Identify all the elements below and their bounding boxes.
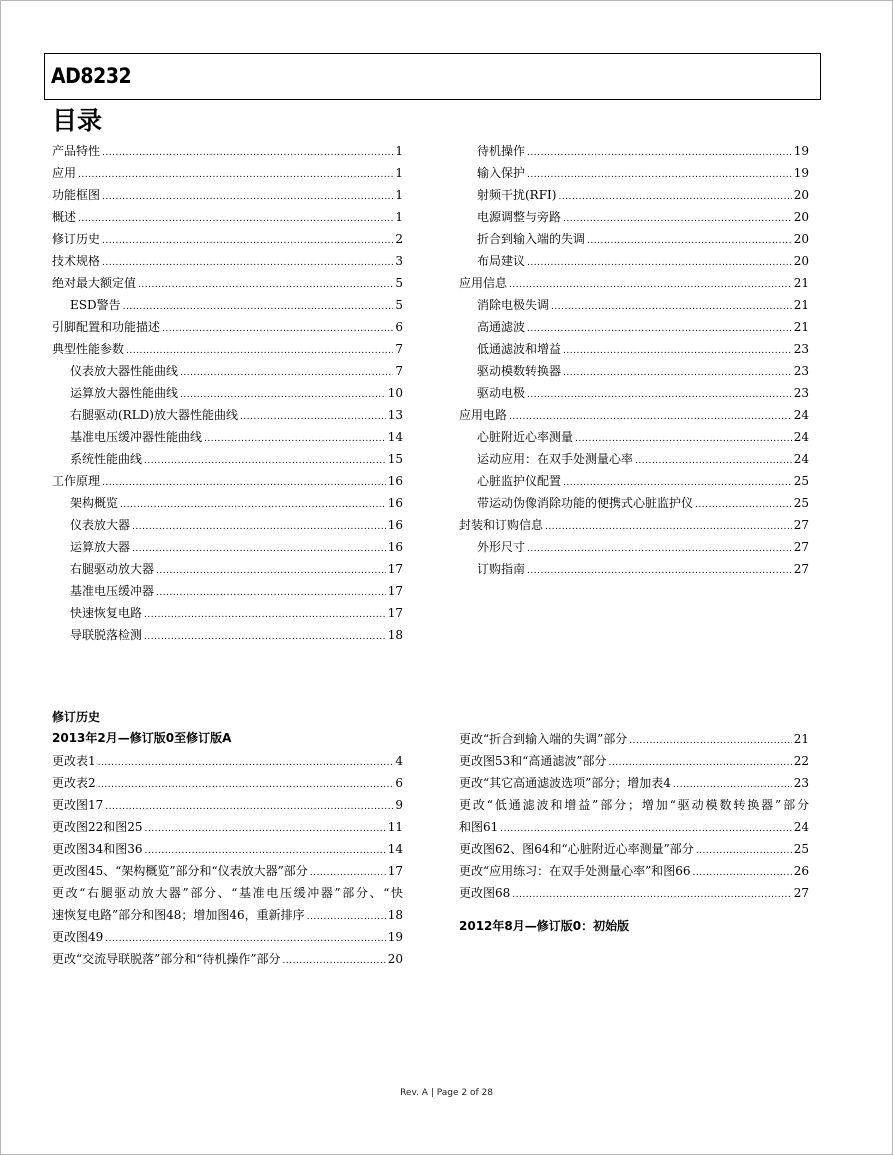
- page-number: 25: [793, 496, 809, 510]
- dot-leader: [78, 208, 393, 230]
- toc-entry[interactable]: [459, 558, 809, 580]
- revision-entry[interactable]: [459, 772, 809, 794]
- revision-entry[interactable]: [52, 750, 403, 772]
- page-number: 27: [793, 562, 809, 576]
- dot-leader: [105, 796, 393, 818]
- toc-entry[interactable]: [459, 404, 809, 426]
- revision-entry[interactable]: [459, 882, 809, 904]
- entry-title: 右腿驱动(RLD)放大器性能曲线: [70, 408, 238, 422]
- toc-entry[interactable]: [52, 316, 403, 338]
- entry-title: 更改图49: [52, 930, 104, 944]
- document-title: AD8232: [51, 64, 132, 88]
- toc-entry[interactable]: [52, 558, 403, 580]
- dot-leader: [527, 142, 792, 164]
- dot-leader: [500, 818, 791, 840]
- entry-title: 低通滤波和增益: [477, 342, 562, 356]
- page-number: 19: [793, 166, 809, 180]
- entry-title: 更改表2: [52, 776, 96, 790]
- page-number: 4: [395, 754, 403, 768]
- revision-entry[interactable]: [52, 838, 403, 860]
- revision-entry[interactable]: [52, 882, 403, 904]
- page-number: 14: [387, 430, 403, 444]
- toc-entry[interactable]: [459, 338, 809, 360]
- toc-right-column: [459, 140, 809, 580]
- dot-leader: [527, 384, 792, 406]
- revision-entry[interactable]: [52, 926, 403, 948]
- toc-entry[interactable]: [52, 140, 403, 162]
- dot-leader: [587, 230, 792, 252]
- page-number: 20: [793, 232, 809, 246]
- entry-title: 外形尺寸: [477, 540, 526, 554]
- entry-title: 输入保护: [477, 166, 526, 180]
- entry-title: 高通滤波: [477, 320, 526, 334]
- dot-leader: [144, 626, 386, 648]
- dot-leader: [120, 494, 386, 516]
- revision-0-heading: 2012年8月—修订版0：初始版: [459, 919, 630, 933]
- toc-entry[interactable]: [459, 228, 809, 250]
- page-number: 21: [793, 732, 809, 746]
- entry-title: 引脚配置和功能描述: [52, 320, 161, 334]
- page-number: 17: [387, 606, 403, 620]
- dot-leader: [527, 538, 792, 560]
- entry-title: 心脏附近心率测量: [477, 430, 574, 444]
- entry-title: 运算放大器性能曲线: [70, 386, 179, 400]
- page-number: 16: [387, 496, 403, 510]
- toc-entry[interactable]: [459, 162, 809, 184]
- page-number: 27: [793, 518, 809, 532]
- page-number: 17: [387, 562, 403, 576]
- page-number: 1: [395, 210, 403, 224]
- toc-entry[interactable]: [52, 162, 403, 184]
- page-number: 23: [793, 386, 809, 400]
- page-number: 23: [793, 342, 809, 356]
- toc-entry[interactable]: [52, 360, 403, 382]
- toc-entry[interactable]: [459, 470, 809, 492]
- page-number: 26: [793, 864, 809, 878]
- dot-leader: [102, 472, 386, 494]
- entry-title: 更改“其它高通滤波选项”部分；增加表4: [459, 776, 671, 790]
- dot-leader: [132, 538, 386, 560]
- entry-title: 绝对最大额定值: [52, 276, 137, 290]
- page-footer: Rev. A | Page 2 of 28: [400, 1088, 493, 1098]
- dot-leader: [283, 950, 386, 972]
- entry-title: 更改“应用练习：在双手处测量心率”和图66: [459, 864, 691, 878]
- entry-title: 应用电路: [459, 408, 508, 422]
- entry-title: 更改图17: [52, 798, 104, 812]
- revision-entry[interactable]: [459, 728, 809, 750]
- dot-leader: [512, 884, 791, 906]
- page-number: 23: [793, 776, 809, 790]
- dot-leader: [126, 340, 393, 362]
- toc-entry[interactable]: [459, 426, 809, 448]
- entry-title: 封装和订购信息: [459, 518, 544, 532]
- toc-entry[interactable]: [52, 602, 403, 624]
- dot-leader: [558, 186, 791, 208]
- page-number: 21: [793, 298, 809, 312]
- revision-entry[interactable]: [459, 838, 809, 860]
- revision-entry[interactable]: [52, 948, 403, 970]
- toc-heading: 目录: [52, 106, 103, 135]
- entry-title: 速恢复电路”部分和图48；增加图46，重新排序: [52, 908, 305, 922]
- dot-leader: [563, 208, 792, 230]
- dot-leader: [180, 384, 386, 406]
- dot-leader: [98, 752, 394, 774]
- entry-title: 折合到输入端的失调: [477, 232, 586, 246]
- page-number: 20: [793, 210, 809, 224]
- entry-title: 仪表放大器性能曲线: [70, 364, 179, 378]
- entry-title: 更改“右腿驱动放大器”部分、“基准电压缓冲器”部分、“快: [52, 886, 403, 900]
- dot-leader: [105, 928, 385, 950]
- entry-title: 仪表放大器: [70, 518, 131, 532]
- toc-entry[interactable]: [52, 382, 403, 404]
- dot-leader: [132, 516, 386, 538]
- toc-entry[interactable]: [459, 514, 809, 536]
- dot-leader: [609, 752, 792, 774]
- dot-leader: [527, 252, 792, 274]
- page-number: 20: [793, 188, 809, 202]
- entry-title: 更改表1: [52, 754, 96, 768]
- entry-title: 更改图68: [459, 886, 511, 900]
- entry-title: 基准电压缓冲器性能曲线: [70, 430, 203, 444]
- entry-title: 系统性能曲线: [70, 452, 143, 466]
- toc-entry[interactable]: [459, 206, 809, 228]
- dot-leader: [123, 296, 394, 318]
- entry-title: 应用: [52, 166, 77, 180]
- page-number: 25: [793, 474, 809, 488]
- toc-entry[interactable]: [52, 514, 403, 536]
- entry-title: 运算放大器: [70, 540, 131, 554]
- entry-title: 基准电压缓冲器: [70, 584, 155, 598]
- header-box: [44, 53, 821, 100]
- dot-leader: [527, 164, 792, 186]
- page-number: 21: [793, 320, 809, 334]
- toc-entry[interactable]: [52, 448, 403, 470]
- page-number: 16: [387, 540, 403, 554]
- dot-leader: [98, 774, 394, 796]
- toc-entry[interactable]: [459, 536, 809, 558]
- revision-entry[interactable]: [459, 860, 809, 882]
- page-number: 24: [793, 820, 809, 834]
- revision-right-column: [459, 728, 809, 904]
- page-number: 9: [395, 798, 403, 812]
- page-number: 1: [395, 188, 403, 202]
- page-number: 21: [793, 276, 809, 290]
- entry-title: 典型性能参数: [52, 342, 125, 356]
- page-number: 16: [387, 474, 403, 488]
- entry-title: 运动应用：在双手处测量心率: [477, 452, 634, 466]
- toc-entry[interactable]: [52, 470, 403, 492]
- page-number: 24: [793, 408, 809, 422]
- entry-title: 更改“低通滤波和增益”部分；增加“驱动模数转换器”部分: [459, 798, 809, 812]
- page-number: 7: [395, 364, 403, 378]
- dot-leader: [310, 862, 386, 884]
- page-number: 18: [387, 628, 403, 642]
- toc-entry[interactable]: [459, 294, 809, 316]
- entry-title: 更改“折合到输入端的失调”部分: [459, 732, 628, 746]
- page-number: 17: [387, 584, 403, 598]
- page-number: 3: [395, 254, 403, 268]
- page-number: 1: [395, 144, 403, 158]
- page-number: 24: [793, 452, 809, 466]
- dot-leader: [204, 428, 386, 450]
- toc-entry[interactable]: [52, 536, 403, 558]
- revision-left-column: [52, 750, 403, 970]
- dot-leader: [102, 142, 393, 164]
- page-number: 11: [387, 820, 403, 834]
- entry-title: 布局建议: [477, 254, 526, 268]
- toc-entry[interactable]: [459, 316, 809, 338]
- dot-leader: [307, 906, 386, 928]
- toc-entry[interactable]: [459, 272, 809, 294]
- toc-entry[interactable]: [52, 206, 403, 228]
- dot-leader: [563, 340, 792, 362]
- toc-entry[interactable]: [52, 294, 403, 316]
- entry-title: 功能框图: [52, 188, 101, 202]
- page-number: 20: [793, 254, 809, 268]
- dot-leader: [138, 274, 393, 296]
- dot-leader: [78, 164, 393, 186]
- dot-leader: [144, 450, 386, 472]
- dot-leader: [673, 774, 792, 796]
- revision-entry[interactable]: [52, 794, 403, 816]
- entry-title: 消除电极失调: [477, 298, 550, 312]
- toc-entry[interactable]: [459, 184, 809, 206]
- revision-entry[interactable]: [459, 816, 809, 838]
- dot-leader: [240, 406, 386, 428]
- dot-leader: [156, 560, 386, 582]
- page-number: 14: [387, 842, 403, 856]
- entry-title: 更改图22和图25: [52, 820, 143, 834]
- toc-entry[interactable]: [52, 338, 403, 360]
- entry-title: 工作原理: [52, 474, 101, 488]
- dot-leader: [509, 406, 792, 428]
- dot-leader: [696, 840, 792, 862]
- revision-entry[interactable]: [459, 750, 809, 772]
- entry-title: 修订历史: [52, 232, 101, 246]
- toc-entry[interactable]: [52, 492, 403, 514]
- entry-title: 更改图34和图36: [52, 842, 143, 856]
- toc-entry[interactable]: [52, 624, 403, 646]
- entry-title: 更改图53和“高通滤波”部分: [459, 754, 607, 768]
- toc-entry[interactable]: [52, 404, 403, 426]
- entry-title: 和图61: [459, 820, 499, 834]
- page-number: 7: [395, 342, 403, 356]
- revision-entry[interactable]: [52, 904, 403, 926]
- page-number: 13: [387, 408, 403, 422]
- dot-leader: [145, 818, 386, 840]
- dot-leader: [575, 428, 792, 450]
- dot-leader: [551, 296, 792, 318]
- entry-title: 右腿驱动放大器: [70, 562, 155, 576]
- page-number: 2: [395, 232, 403, 246]
- dot-leader: [527, 318, 792, 340]
- page-number: 1: [395, 166, 403, 180]
- entry-title: 待机操作: [477, 144, 526, 158]
- dot-leader: [629, 730, 791, 752]
- entry-title: 带运动伪像消除功能的便携式心脏监护仪: [477, 496, 694, 510]
- entry-title: 电源调整与旁路: [477, 210, 562, 224]
- page-number: 19: [387, 930, 403, 944]
- dot-leader: [509, 274, 792, 296]
- dot-leader: [563, 362, 792, 384]
- entry-title: 产品特性: [52, 144, 101, 158]
- page-number: 19: [793, 144, 809, 158]
- dot-leader: [527, 560, 792, 582]
- toc-left-column: [52, 140, 403, 646]
- page-number: 6: [395, 320, 403, 334]
- revision-entry[interactable]: [459, 794, 809, 816]
- entry-title: 射频干扰(RFI): [477, 188, 557, 202]
- toc-entry[interactable]: [52, 580, 403, 602]
- entry-title: 驱动电极: [477, 386, 526, 400]
- entry-title: 更改图45、“架构概览”部分和“仪表放大器”部分: [52, 864, 308, 878]
- page-number: 16: [387, 518, 403, 532]
- toc-entry[interactable]: [459, 492, 809, 514]
- page-number: 6: [395, 776, 403, 790]
- entry-title: 快速恢复电路: [70, 606, 143, 620]
- revision-a-heading: 2013年2月—修订版0至修订版A: [52, 731, 232, 745]
- dot-leader: [545, 516, 792, 538]
- entry-title: ESD警告: [70, 298, 121, 312]
- dot-leader: [144, 604, 386, 626]
- toc-entry[interactable]: [52, 426, 403, 448]
- page-number: 25: [793, 842, 809, 856]
- dot-leader: [102, 230, 393, 252]
- toc-entry[interactable]: [52, 184, 403, 206]
- toc-entry[interactable]: [52, 272, 403, 294]
- revision-entry[interactable]: [52, 860, 403, 882]
- page-number: 15: [387, 452, 403, 466]
- dot-leader: [180, 362, 393, 384]
- page-number: 27: [793, 886, 809, 900]
- entry-title: 心脏监护仪配置: [477, 474, 562, 488]
- entry-title: 技术规格: [52, 254, 101, 268]
- revision-entry[interactable]: [52, 772, 403, 794]
- dot-leader: [102, 252, 393, 274]
- entry-title: 架构概览: [70, 496, 119, 510]
- dot-leader: [695, 494, 792, 516]
- dot-leader: [156, 582, 386, 604]
- entry-title: 应用信息: [459, 276, 508, 290]
- revision-entry[interactable]: [52, 816, 403, 838]
- entry-title: 更改图62、图64和“心脏附近心率测量”部分: [459, 842, 694, 856]
- page-number: 5: [395, 298, 403, 312]
- page-number: 27: [793, 540, 809, 554]
- toc-entry[interactable]: [459, 360, 809, 382]
- dot-leader: [162, 318, 393, 340]
- page-number: 5: [395, 276, 403, 290]
- page-number: 10: [387, 386, 403, 400]
- dot-leader: [693, 862, 792, 884]
- page-number: 20: [387, 952, 403, 966]
- toc-entry[interactable]: [459, 448, 809, 470]
- entry-title: 驱动模数转换器: [477, 364, 562, 378]
- entry-title: 导联脱落检测: [70, 628, 143, 642]
- page-number: 18: [387, 908, 403, 922]
- dot-leader: [145, 840, 386, 862]
- toc-entry[interactable]: [52, 228, 403, 250]
- page-number: 17: [387, 864, 403, 878]
- entry-title: 概述: [52, 210, 77, 224]
- toc-entry[interactable]: [52, 250, 403, 272]
- dot-leader: [102, 186, 393, 208]
- page-number: 22: [793, 754, 809, 768]
- page-number: 24: [793, 430, 809, 444]
- toc-entry[interactable]: [459, 140, 809, 162]
- entry-title: 更改“交流导联脱落”部分和“待机操作”部分: [52, 952, 281, 966]
- revision-history-heading: 修订历史: [52, 710, 101, 724]
- toc-entry[interactable]: [459, 250, 809, 272]
- dot-leader: [635, 450, 792, 472]
- entry-title: 订购指南: [477, 562, 526, 576]
- page-number: 23: [793, 364, 809, 378]
- dot-leader: [563, 472, 792, 494]
- toc-entry[interactable]: [459, 382, 809, 404]
